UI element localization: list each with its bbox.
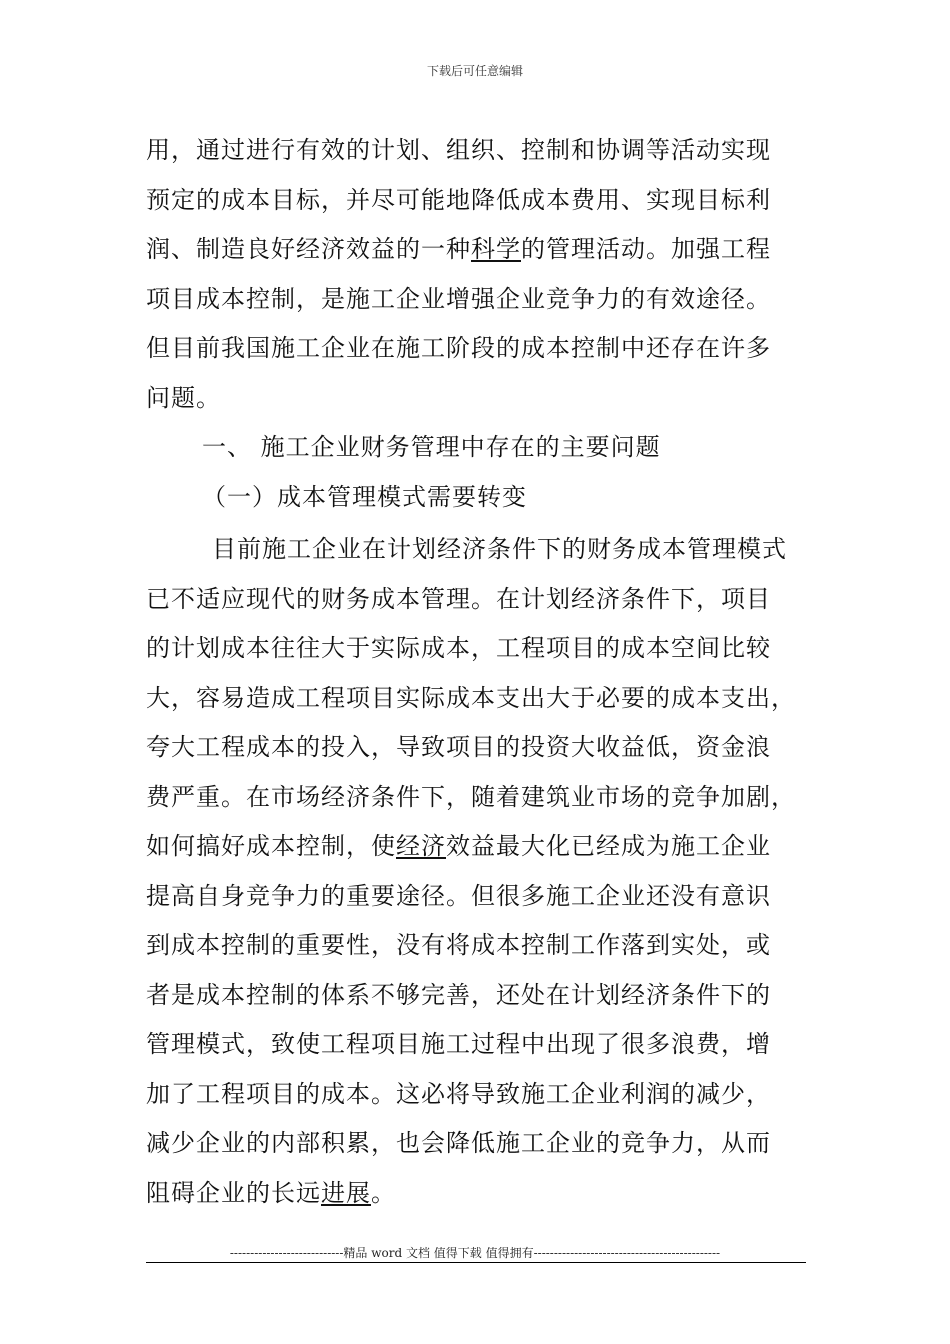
text-segment: 阻碍企业的长远 [146, 1179, 321, 1207]
text-line [146, 832, 806, 860]
text-line: 管理模式，致使工程项目施工过程中出现了很多浪费，增 [146, 1030, 771, 1058]
link-economy[interactable]: 经济 [396, 832, 446, 860]
section-heading: 一、 施工企业财务管理中存在的主要问题 [202, 433, 661, 461]
text-line: 提高自身竞争力的重要途径。但很多施工企业还没有意识 [146, 882, 771, 910]
text-line [146, 235, 806, 263]
subsection-heading: （一）成本管理模式需要转变 [202, 483, 527, 511]
text-line: 者是成本控制的体系不够完善，还处在计划经济条件下的 [146, 981, 771, 1009]
page-header: 下载后可任意编辑 [426, 64, 523, 78]
text-line: 夸大工程成本的投入，导致项目的投资大收益低，资金浪 [146, 733, 771, 761]
text-line [146, 1179, 806, 1207]
text-line: 项目成本控制，是施工企业增强企业竞争力的有效途径。 [146, 285, 771, 313]
text-segment: 润、制造良好经济效益的一种 [146, 235, 471, 263]
text-line: 到成本控制的重要性，没有将成本控制工作落到实处，或 [146, 931, 771, 959]
text-line: 问题。 [146, 384, 221, 412]
text-line: 减少企业的内部积累，也会降低施工企业的竞争力，从而 [146, 1129, 771, 1157]
text-line: 但目前我国施工企业在施工阶段的成本控制中还存在许多 [146, 334, 771, 362]
link-science[interactable]: 科学 [471, 235, 521, 263]
text-line: 加了工程项目的成本。这必将导致施工企业利润的减少， [146, 1080, 771, 1108]
text-line: 的计划成本往往大于实际成本，工程项目的成本空间比较 [146, 634, 771, 662]
text-line: 用，通过进行有效的计划、组织、控制和协调等活动实现 [146, 136, 771, 164]
text-line: 费严重。在市场经济条件下，随着建筑业市场的竞争加剧， [146, 783, 796, 811]
text-segment: 的管理活动。加强工程 [521, 235, 771, 263]
text-line: 目前施工企业在计划经济条件下的财务成本管理模式 [212, 535, 787, 563]
link-progress[interactable]: 进展 [321, 1179, 371, 1207]
footer-divider [146, 1262, 806, 1263]
page-footer: ----------------------------精品 word 文档 值得下载 值得拥有---------------------------------------------- [229, 1246, 721, 1260]
text-line: 已不适应现代的财务成本管理。在计划经济条件下，项目 [146, 585, 771, 613]
text-segment: 。 [371, 1179, 396, 1207]
text-line: 预定的成本目标，并尽可能地降低成本费用、实现目标利 [146, 186, 771, 214]
text-segment: 效益最大化已经成为施工企业 [446, 832, 771, 860]
text-line: 大，容易造成工程项目实际成本支出大于必要的成本支出， [146, 684, 796, 712]
text-segment: 如何搞好成本控制，使 [146, 832, 396, 860]
